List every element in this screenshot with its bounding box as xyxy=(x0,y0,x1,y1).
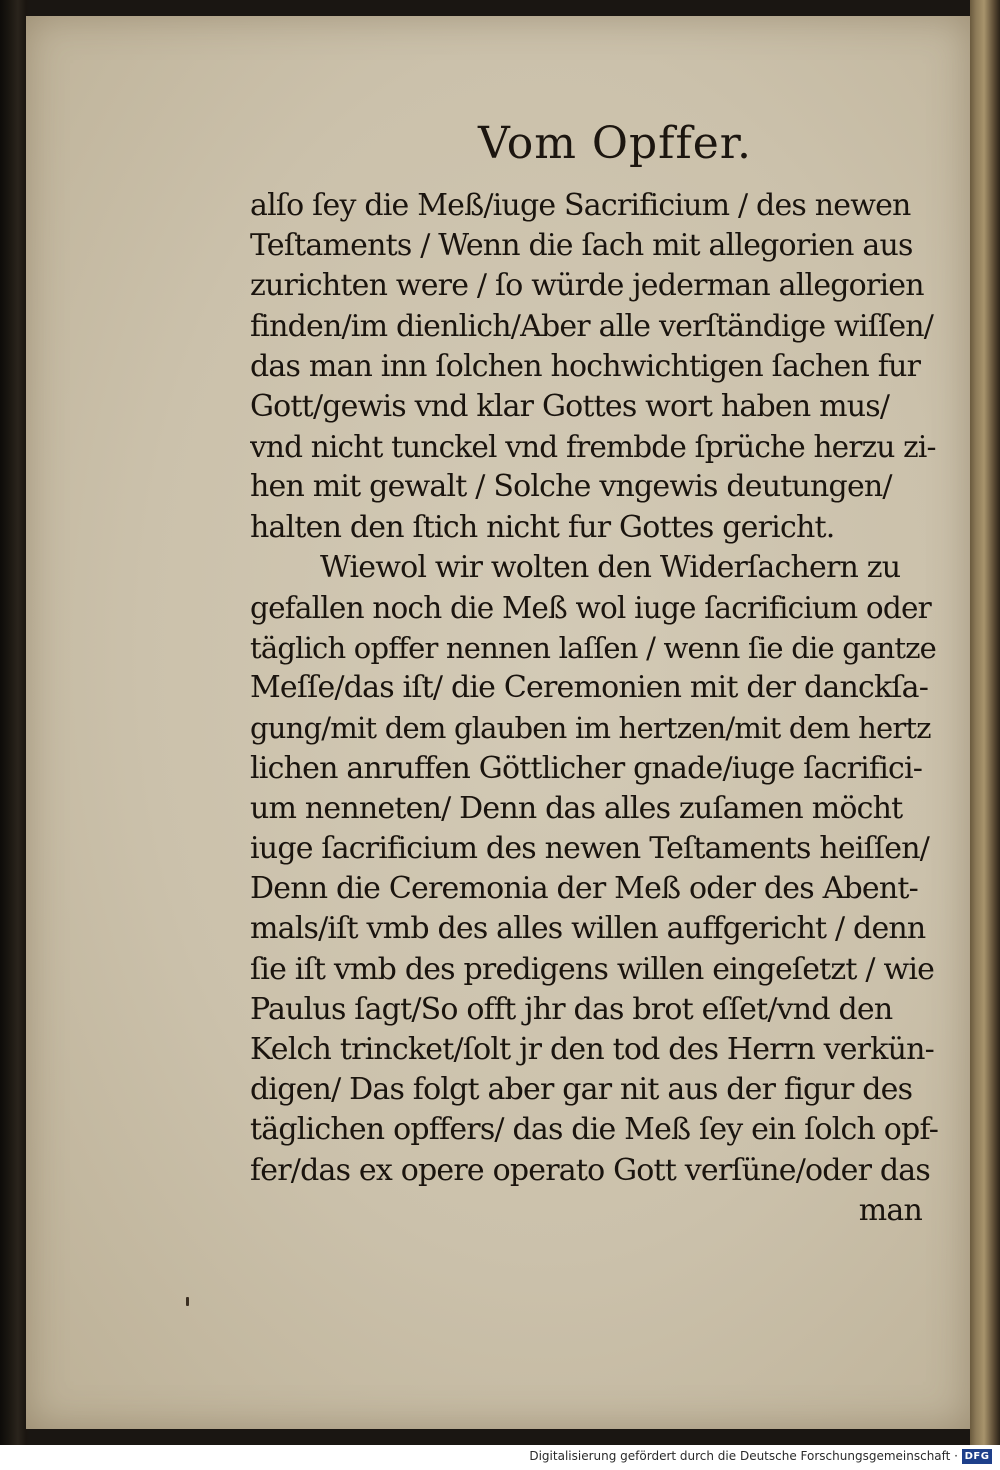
text-line: finden/im dienlich/Aber alle verſtändige wiſſen/ xyxy=(250,308,934,344)
running-head: Vom Opffer. xyxy=(478,118,752,169)
text-line: hen mit gewalt / Solche vngewis deutungen/ xyxy=(250,469,892,505)
text-line: täglich opffer nennen laſſen / wenn ſie die gantze xyxy=(250,631,937,666)
text-line: mals/iſt vmb des alles willen auffgericht / denn xyxy=(250,911,926,947)
funding-credit: Digitalisierung gefördert durch die Deutsche Forschungsgemeinschaft · xyxy=(529,1449,958,1463)
text-line: halten den ſtich nicht fur Gottes gericht. xyxy=(250,509,835,545)
text-line: digen/ Das folgt aber gar nit aus der figur des xyxy=(250,1072,913,1108)
text-line: iuge ſacrificium des newen Teſtaments heiſſen/ xyxy=(250,831,930,866)
text-line: täglichen opffers/ das die Meß ſey ein ſolch opf- xyxy=(250,1112,939,1148)
text-line: um nenneten/ Denn das alles zuſamen möcht xyxy=(250,790,903,826)
text-line: Meſſe/das iſt/ die Ceremonien mit der danckſa- xyxy=(250,670,929,706)
text-line: Kelch trincket/ſolt jr den tod des Herrn verkün- xyxy=(250,1031,934,1067)
footer-bar xyxy=(0,1445,1000,1470)
book-fore-edge xyxy=(970,0,1000,1445)
text-line: das man inn ſolchen hochwichtigen ſachen fur xyxy=(250,348,921,384)
text-line: vnd nicht tunckel vnd frembde ſprüche herzu zi- xyxy=(250,430,936,465)
paragraph-start-line: Wiewol wir wolten den Widerſachern zu xyxy=(320,549,901,585)
text-line: lichen anruffen Göttlicher gnade/iuge ſacrifici- xyxy=(250,750,923,786)
dfg-logo: DFG xyxy=(962,1449,992,1464)
text-line: ſie iſt vmb des predigens willen eingeſetzt / wie xyxy=(250,951,935,987)
text-line: fer/das ex opere operato Gott verſüne/oder das xyxy=(250,1152,930,1188)
text-line: Gott/gewis vnd klar Gottes wort haben mus/ xyxy=(250,388,890,424)
text-line: Denn die Ceremonia der Meß oder des Abent- xyxy=(250,871,918,907)
ink-speck xyxy=(186,1297,189,1306)
text-line: alſo ſey die Meß/iuge Sacrificium / des newen xyxy=(250,188,911,223)
text-line: Paulus ſagt/So offt jhr das brot eſſet/vnd den xyxy=(250,991,893,1027)
text-line: Teſtaments / Wenn die ſach mit allegorien aus xyxy=(250,228,913,264)
text-line: zurichten were / ſo würde jederman allegorien xyxy=(250,268,924,304)
text-line: gefallen noch die Meß wol iuge ſacrificium oder xyxy=(250,590,931,625)
text-line: gung/mit dem glauben im hertzen/mit dem hertz xyxy=(250,711,931,746)
catchword: man xyxy=(858,1192,922,1228)
body-text xyxy=(250,186,940,1231)
